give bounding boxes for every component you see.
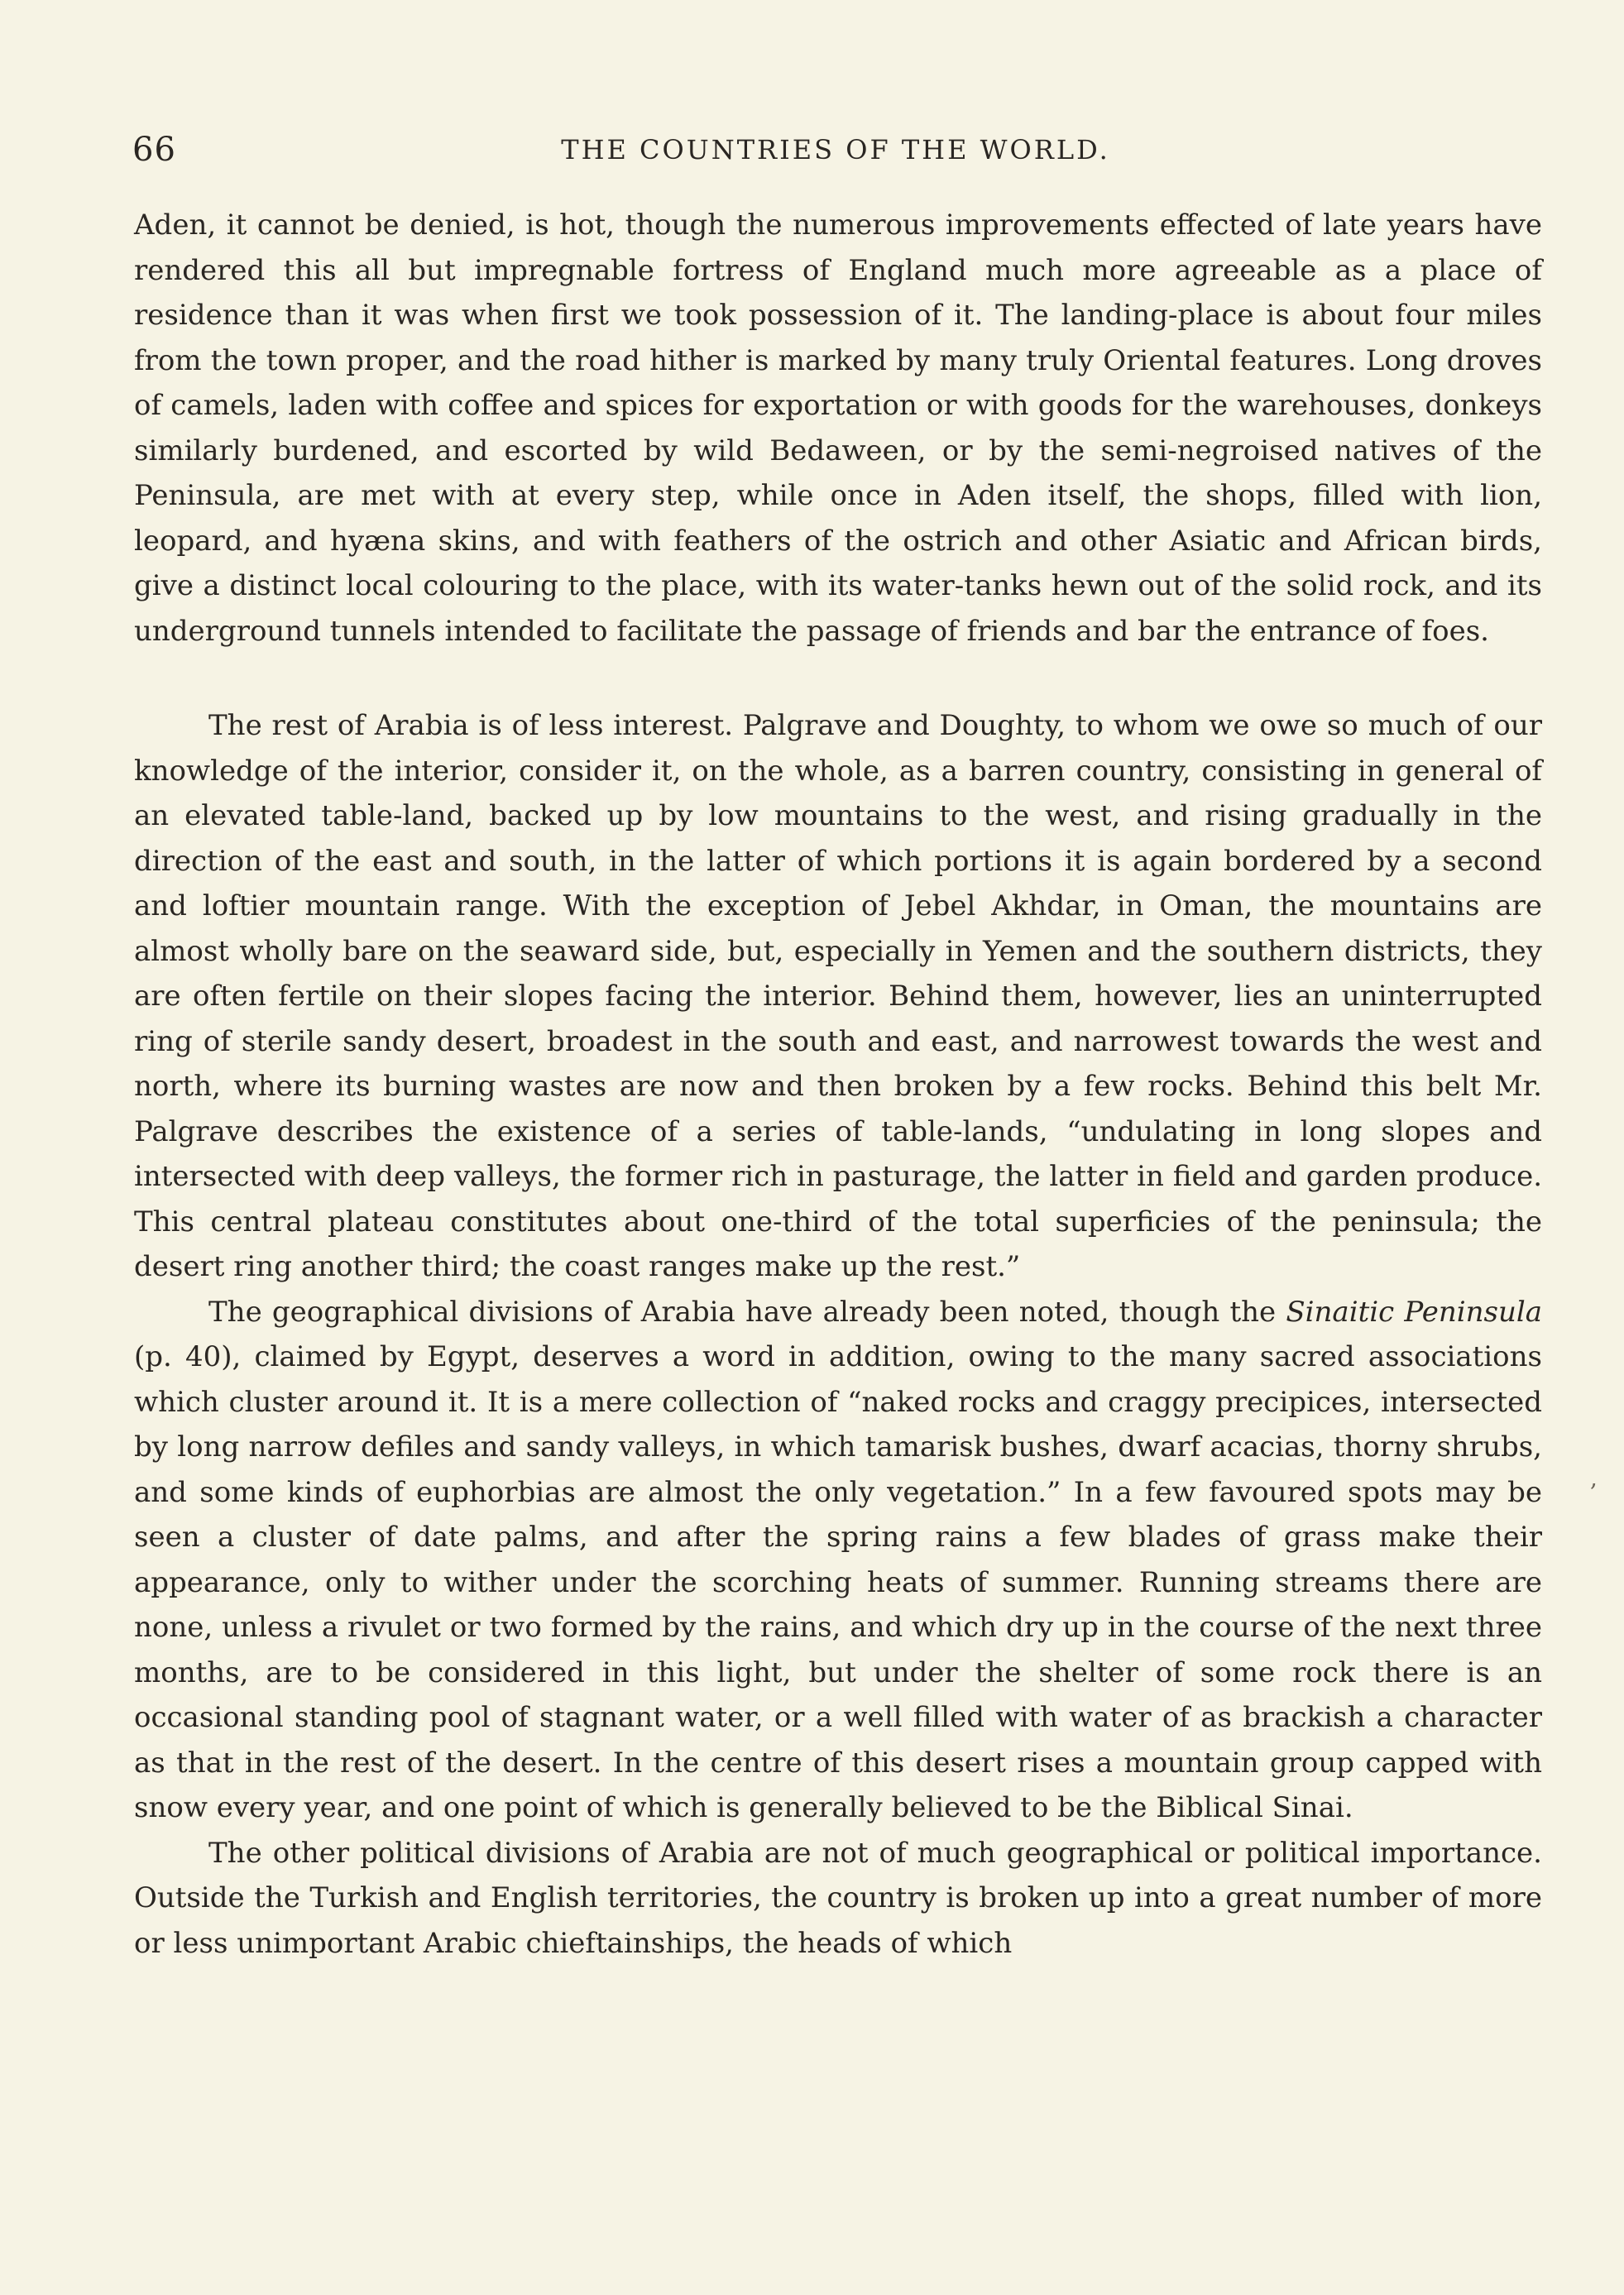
paragraph-sinaitic-peninsula [134,1290,1542,1831]
page-number: 66 [132,131,176,169]
paragraph-rest-of-arabia: The rest of Arabia is of less interest. Palgrave and Doughty, to whom we owe so much of our knowledge of the interior, consider it, on the whole, as a barren country, consisting in general of an elevated table-land, backed up by low mountains to the west, and rising gradually in the direction of the east and south, in the latter of which portions it is again bordered by a second and loftier mountain range. With the exception of Jebel Akhdar, in Oman, the mountains are almost wholly bare on the seaward side, but, especially in Yemen and the southern districts, they are often fertile on their slopes facing the interior. Behind them, however, lies an uninterrupted ring of sterile sandy desert, broadest in the south and east, and narrowest towards the west and north, where its burning wastes are now and then broken by a few rocks. Behind this belt Mr. Palgrave describes the existence of a series of table-lands, “undulating in long slopes and intersected with deep valleys, the former rich in pasturage, the latter in field and garden produce. This central plateau constitutes about one-third of the total superficies of the peninsula; the desert ring another third; the coast ranges make up the rest.” [134,709,1542,1283]
body-text [134,203,1542,1966]
sinai-text-after: (p. 40), claimed by Egypt, deserves a word in addition, owing to the many sacred associations which cluster around it. It is a mere collection of “naked rocks and craggy precipices, intersected by long narrow defiles and sandy valleys, in which tamarisk bushes, dwarf acacias, thorny shrubs, and some kinds of euphorbias are almost the only vegetation.” In a few favoured spots may be seen a cluster of date palms, and after the spring rains a few blades of grass make their appearance, only to wither under the scorching heats of summer. Running streams there are none, unless a rivulet or two formed by the rains, and which dry up in the course of the next three months, are to be considered in this light, but under the shelter of some rock there is an occasional standing pool of stagnant water, or a well filled with water of as brackish a character as that in the rest of the desert. In the centre of this desert rises a mountain group capped with snow every year, and one point of which is generally believed to be the Biblical Sinai. [134,1340,1542,1824]
paragraph-political-divisions: The other political divisions of Arabia are not of much geographical or political importance. Outside the Turkish and English territories, the country is broken up into a great number of more or less unimportant Arabic chieftainships, the heads of which [134,1836,1542,1960]
page-header [132,131,1539,180]
margin-mark: , [1590,1464,1598,1492]
sinaitic-peninsula-italic: Sinaitic Peninsula [1286,1295,1542,1329]
running-head: THE COUNTRIES OF THE WORLD. [561,134,1110,165]
sinai-text-before: The geographical divisions of Arabia have already been noted, though the [208,1295,1286,1329]
paragraph-aden: Aden, it cannot be denied, is hot, though the numerous improvements effected of late years have rendered this all but impregnable fortress of England much more agreeable as a place of residence than it was when first we took possession of it. The landing-place is about four miles from the town proper, and the road hither is marked by many truly Oriental features. Long droves of camels, laden with coffee and spices for exportation or with goods for the warehouses, donkeys similarly burdened, and escorted by wild Bedaween, or by the semi-negroised natives of the Peninsula, are met with at every step, while once in Aden itself, the shops, filled with lion, leopard, and hyæna skins, and with feathers of the ostrich and other Asiatic and African birds, give a distinct local colouring to the place, with its water-tanks hewn out of the solid rock, and its underground tunnels intended to facilitate the passage of friends and bar the entrance of foes. [134,208,1542,648]
